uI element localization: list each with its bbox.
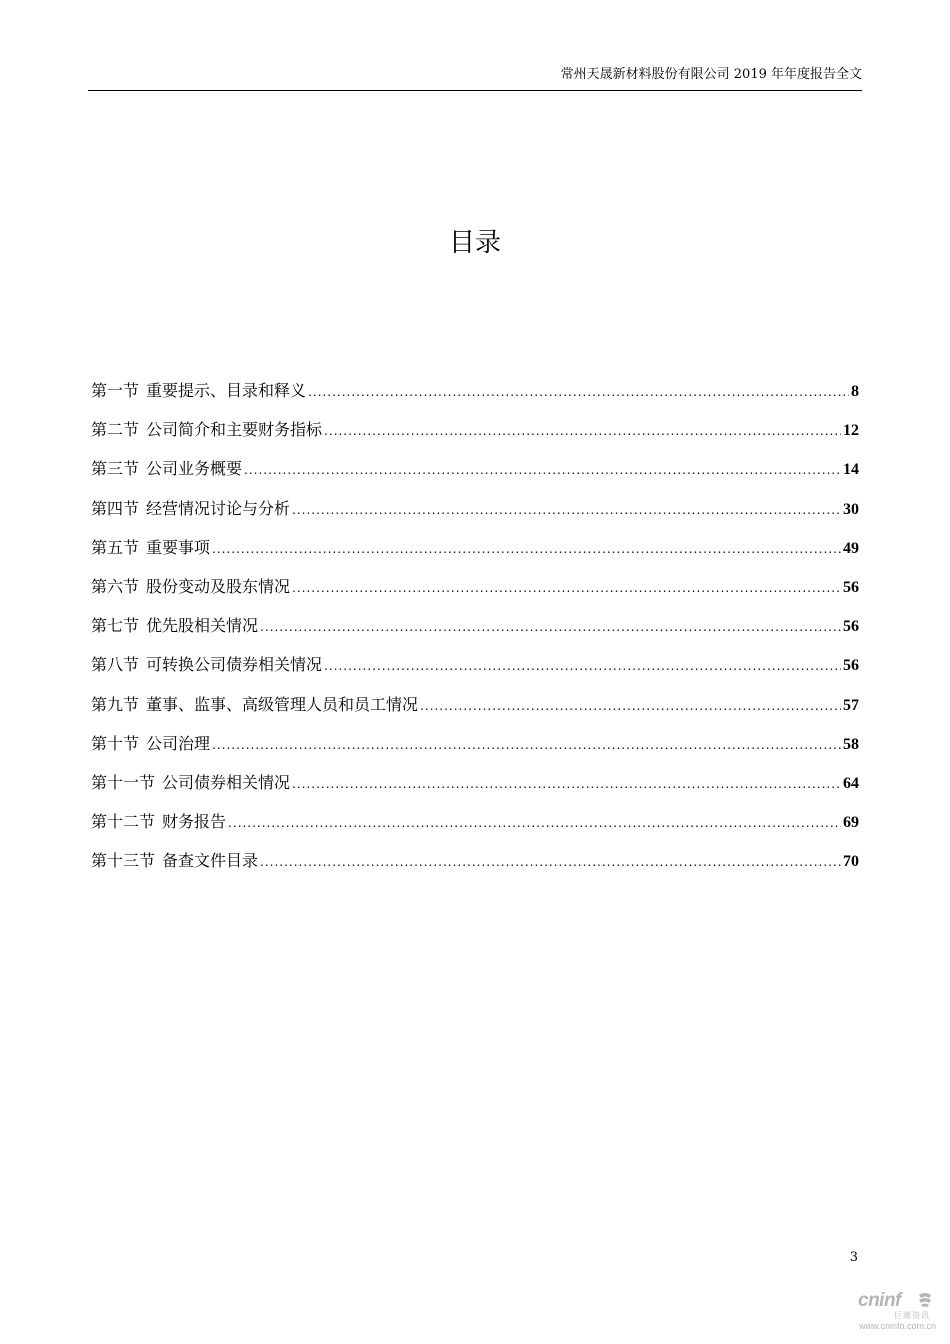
toc-page-number: 12	[843, 422, 859, 440]
toc-section-number: 第十节	[91, 733, 140, 753]
watermark-url: www.cninfo.com.cn	[858, 1321, 936, 1331]
toc-entry[interactable]	[91, 496, 859, 535]
toc-entry[interactable]	[91, 809, 859, 848]
toc-section-number: 第五节	[91, 537, 140, 557]
toc-leader-dots	[292, 581, 841, 595]
toc-page-number: 64	[843, 774, 859, 792]
toc-section-number: 第一节	[91, 381, 140, 400]
toc-section-title: 公司治理	[146, 733, 211, 753]
toc-leader-dots	[324, 424, 841, 438]
toc-section-number: 第七节	[91, 616, 140, 636]
toc-page-number: 57	[843, 696, 859, 714]
toc-page-number: 30	[843, 500, 859, 518]
toc-leader-dots	[420, 699, 841, 713]
toc-section-title: 财务报告	[162, 812, 227, 832]
toc-leader-dots	[308, 385, 849, 399]
page-title: 目录	[448, 228, 501, 258]
toc-page-number: 14	[843, 461, 859, 479]
page-header	[88, 64, 862, 91]
toc-entry[interactable]	[91, 652, 859, 691]
toc-section-title: 重要提示、目录和释义	[146, 381, 307, 400]
toc-entry[interactable]	[91, 848, 859, 887]
toc-page-number: 56	[843, 618, 859, 636]
toc-entry[interactable]	[91, 692, 859, 731]
toc-section-title: 优先股相关情况	[146, 616, 259, 636]
page-number: 3	[849, 1250, 858, 1265]
toc-page-number: 69	[843, 814, 859, 832]
toc-entry[interactable]	[91, 456, 859, 495]
toc-leader-dots	[212, 542, 841, 556]
toc-leader-dots	[212, 738, 841, 752]
toc-leader-dots	[260, 620, 841, 634]
toc-section-number: 第十二节	[91, 812, 156, 832]
toc-section-number: 第九节	[91, 694, 140, 714]
watermark-brand: cninf	[858, 1290, 901, 1311]
toc-section-number: 第二节	[91, 420, 140, 440]
toc-section-title: 股份变动及股东情况	[146, 576, 291, 596]
toc-section-title: 公司债券相关情况	[162, 772, 291, 792]
toc-section-number: 第三节	[91, 459, 140, 479]
watermark-subtitle: 巨潮资讯	[894, 1311, 930, 1320]
toc-page-number: 70	[843, 853, 859, 871]
toc-section-title: 可转换公司债券相关情况	[146, 655, 323, 675]
cninfo-watermark	[844, 1288, 936, 1334]
toc-page-number: 56	[843, 657, 859, 675]
toc-page-number: 8	[851, 383, 859, 400]
toc-section-title: 重要事项	[146, 537, 211, 557]
toc-section-title: 董事、监事、高级管理人员和员工情况	[146, 694, 419, 714]
toc-section-title: 备查文件目录	[162, 851, 259, 871]
toc-section-title: 经营情况讨论与分析	[146, 498, 291, 518]
toc-leader-dots	[292, 503, 841, 517]
toc-entry[interactable]	[91, 613, 859, 652]
toc-leader-dots	[228, 816, 841, 830]
toc-entry[interactable]	[91, 731, 859, 770]
toc-leader-dots	[324, 659, 841, 673]
toc-page-number: 56	[843, 578, 859, 596]
toc-section-number: 第十三节	[91, 851, 156, 871]
toc-entry[interactable]	[91, 770, 859, 809]
header-text: 常州天晟新材料股份有限公司 2019 年年度报告全文	[560, 67, 862, 82]
toc-entry[interactable]	[91, 574, 859, 613]
toc-entry[interactable]	[91, 535, 859, 574]
toc-section-number: 第六节	[91, 576, 140, 596]
toc-section-title: 公司简介和主要财务指标	[146, 420, 323, 440]
toc-leader-dots	[292, 777, 841, 791]
toc-section-number: 第四节	[91, 498, 140, 518]
toc-section-number: 第十一节	[91, 772, 156, 792]
toc-page-number: 49	[843, 539, 859, 557]
toc-leader-dots	[244, 463, 841, 477]
toc-page-number: 58	[843, 735, 859, 753]
toc-leader-dots	[260, 855, 841, 869]
table-of-contents	[91, 378, 859, 887]
toc-section-number: 第八节	[91, 655, 140, 675]
toc-entry[interactable]	[91, 378, 859, 417]
toc-section-title: 公司业务概要	[146, 459, 243, 479]
toc-entry[interactable]	[91, 417, 859, 456]
